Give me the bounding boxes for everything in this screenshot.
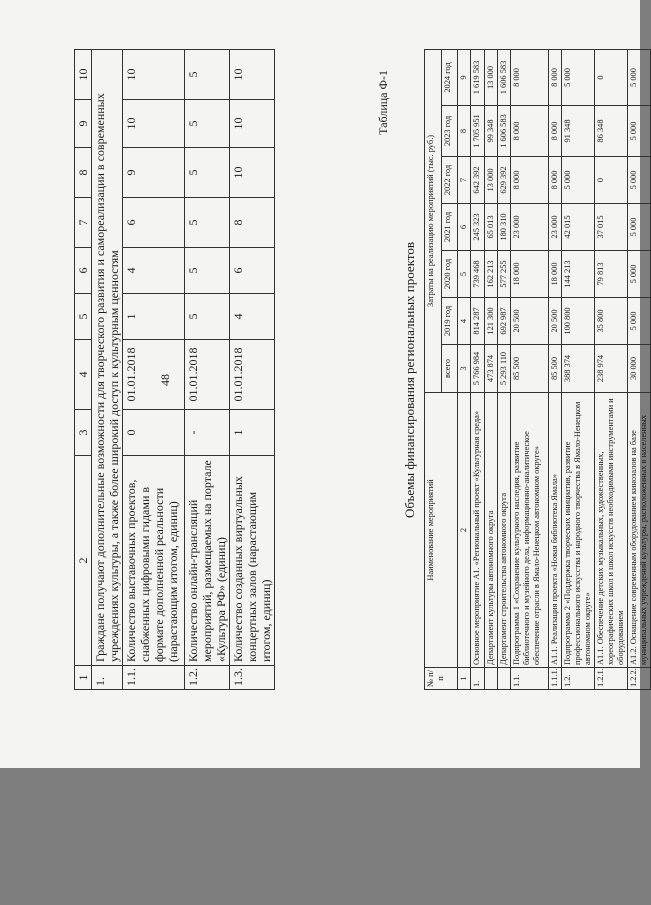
header-cell: 1 (75, 666, 92, 690)
table-row (123, 50, 185, 690)
cell: 4 (123, 248, 185, 294)
header-cell: 7 (75, 198, 92, 248)
value-cell: 100 800 (562, 298, 595, 345)
header-cell: 2 (75, 456, 92, 666)
cell: 5 (185, 100, 230, 148)
section-number: 1. (92, 666, 123, 690)
value-cell: 18 000 (511, 251, 549, 298)
index-cell: 1 (458, 668, 471, 690)
row-number: 1.3. (230, 666, 275, 690)
index-cell: 6 (458, 204, 471, 251)
table-row (471, 49, 485, 689)
rotated-content (76, 40, 648, 720)
value-cell: 20 500 (511, 298, 549, 345)
value-cell: 86 348 (595, 106, 628, 157)
value-cell: 629 392 (498, 157, 511, 204)
value-cell: 5 000 (562, 49, 595, 105)
value-cell: 144 213 (562, 251, 595, 298)
value-cell: 238 974 (595, 345, 628, 393)
cell: 9 (123, 148, 185, 198)
value-cell: 245 323 (471, 204, 485, 251)
table-header-row (425, 49, 442, 689)
index-cell: 7 (458, 157, 471, 204)
value-cell: 1 606 583 (498, 106, 511, 157)
header-cell: 5 (75, 294, 92, 340)
index-cell: 9 (458, 49, 471, 105)
table-row (562, 49, 595, 689)
header-costs: Затраты на реализацию мероприятий (тыс. руб.) (425, 49, 442, 392)
row-name: Количество онлайн-трансляций мероприятий, размещаемых на портале «Культура РФ» (единиц) (185, 456, 230, 666)
cell: 6 (123, 198, 185, 248)
table-row (549, 49, 562, 689)
value-cell: 8 000 (549, 49, 562, 105)
header-cell: 6 (75, 248, 92, 294)
value-cell: 121 300 (485, 298, 498, 345)
value-cell: 5 000 (628, 251, 651, 298)
financing-table (424, 49, 651, 690)
row-name: Количество созданных виртуальных концертных залов (нарастающим итогом, единиц) (230, 456, 275, 666)
table-caption: Таблица Ф-1 (376, 70, 390, 135)
cell: 8 (230, 198, 275, 248)
cell: 10 (230, 148, 275, 198)
table-row (595, 49, 628, 689)
cell: 0 (123, 410, 185, 456)
cell: 5 (185, 248, 230, 294)
value-cell: 5 000 (628, 157, 651, 204)
cell: - (185, 410, 230, 456)
header-year: 2019 год (441, 298, 458, 345)
cell: 6 (230, 248, 275, 294)
table-index-row (458, 49, 471, 689)
table-row (511, 49, 549, 689)
header-cell: 8 (75, 148, 92, 198)
index-cell: 4 (458, 298, 471, 345)
header-cell: 3 (75, 410, 92, 456)
cell: 1 (123, 294, 185, 340)
value-cell: 1 606 583 (498, 49, 511, 105)
cell: 10 (123, 50, 185, 100)
index-cell: 5 (458, 251, 471, 298)
header-year: 2023 год (441, 106, 458, 157)
row-number (498, 668, 511, 690)
cell: 01.01.2018 (123, 340, 185, 410)
page-number: 48 (158, 374, 172, 386)
value-cell: 162 213 (485, 251, 498, 298)
section-title: Граждане получают дополнительные возможности для творческого развития и самореализации в современных учреждениях культуры, а также более широкий доступ к культурным ценностям (92, 50, 123, 666)
row-number: 1.1.1. (549, 668, 562, 690)
row-name: А1.1. Реализация проекта «Новая библиотека Ямала» (549, 393, 562, 668)
value-cell: 1 619 583 (471, 49, 485, 105)
indicators-table (74, 49, 275, 690)
cell: 10 (230, 50, 275, 100)
table-header-row (75, 50, 92, 690)
table-row (498, 49, 511, 689)
row-name: Департамент культуры автономного округа (485, 393, 498, 668)
value-cell: 5 293 110 (498, 345, 511, 393)
value-cell: 8 000 (511, 49, 549, 105)
cell: 5 (185, 198, 230, 248)
row-number: 1. (471, 668, 485, 690)
table-title: Объемы финансирования региональных проектов (402, 242, 417, 518)
row-number: 1.2. (562, 668, 595, 690)
row-number: 1.2. (185, 666, 230, 690)
table-row (230, 50, 275, 690)
section-row (92, 50, 123, 690)
index-cell: 3 (458, 345, 471, 393)
value-cell: 5 766 984 (471, 345, 485, 393)
table-row (628, 49, 651, 689)
header-cell: 10 (75, 50, 92, 100)
row-number: 1.1. (511, 668, 549, 690)
cell: 10 (230, 100, 275, 148)
header-year: 2024 год (441, 49, 458, 105)
row-name: Департамент строительства автономного округа (498, 393, 511, 668)
value-cell: 5 000 (628, 298, 651, 345)
value-cell: 5 000 (628, 49, 651, 105)
value-cell: 20 500 (549, 298, 562, 345)
value-cell: 473 874 (485, 345, 498, 393)
value-cell: 180 310 (498, 204, 511, 251)
value-cell: 814 287 (471, 298, 485, 345)
table-row (185, 50, 230, 690)
index-cell: 8 (458, 106, 471, 157)
header-name: Наименование мероприятий (425, 393, 458, 668)
value-cell: 5 000 (628, 106, 651, 157)
cell: 5 (185, 294, 230, 340)
row-number: 1.1. (123, 666, 185, 690)
value-cell: 13 000 (485, 49, 498, 105)
header-cell: 9 (75, 100, 92, 148)
row-name: Основное мероприятие А1. «Региональный проект «Культурная среда» (471, 393, 485, 668)
cell: 4 (230, 294, 275, 340)
value-cell: 8 000 (549, 157, 562, 204)
value-cell: 91 348 (562, 106, 595, 157)
header-year: 2022 год (441, 157, 458, 204)
value-cell: 577 255 (498, 251, 511, 298)
header-num: № п/п (425, 668, 458, 690)
row-name: Подпрограмма 1 «Сохранение культурного наследия, развитие библиотечного и музейного дела, информационно-аналитическое обеспечение отрасли в Ямало-Ненецком автономном округе» (511, 393, 549, 668)
value-cell: 42 015 (562, 204, 595, 251)
value-cell: 85 500 (511, 345, 549, 393)
financing-table-body (471, 49, 651, 689)
value-cell: 23 000 (549, 204, 562, 251)
row-number: 1.2.2. (628, 668, 651, 690)
table-row (485, 49, 498, 689)
cell: 01.01.2018 (185, 340, 230, 410)
row-name: Подпрограмма 2 «Поддержка творческих инициатив, развитие профессионального искусства и народного творчества в Ямало-Ненецком автономном округе» (562, 393, 595, 668)
value-cell: 79 813 (595, 251, 628, 298)
cell: 10 (123, 100, 185, 148)
header-year: всего (441, 345, 458, 393)
value-cell: 5 000 (628, 204, 651, 251)
value-cell: 1 705 951 (471, 106, 485, 157)
value-cell: 65 013 (485, 204, 498, 251)
value-cell: 99 348 (485, 106, 498, 157)
value-cell: 23 000 (511, 204, 549, 251)
row-name: Количество выставочных проектов, снабженных цифровыми гидами в формате дополненной реальности (нарастающим итогом, единиц) (123, 456, 185, 666)
value-cell: 739 468 (471, 251, 485, 298)
index-cell: 2 (458, 393, 471, 668)
header-year: 2020 год (441, 251, 458, 298)
value-cell: 8 000 (549, 106, 562, 157)
row-name: А1.1. Обеспечение детских музыкальных, художественных, хореографических школ и школ искусств необходимыми инструментами и оборудованием (595, 393, 628, 668)
value-cell: 388 374 (562, 345, 595, 393)
value-cell: 35 800 (595, 298, 628, 345)
value-cell: 0 (595, 157, 628, 204)
value-cell: 18 000 (549, 251, 562, 298)
value-cell: 8 000 (511, 106, 549, 157)
row-number: 1.2.1. (595, 668, 628, 690)
cell: 5 (185, 50, 230, 100)
value-cell: 30 000 (628, 345, 651, 393)
row-number (485, 668, 498, 690)
value-cell: 692 987 (498, 298, 511, 345)
value-cell: 85 500 (549, 345, 562, 393)
header-year: 2021 год (441, 204, 458, 251)
value-cell: 642 392 (471, 157, 485, 204)
header-cell: 4 (75, 340, 92, 410)
row-name: А1.2. Оснащение современным оборудованием кинозалов на базе муниципальных учреждений культуры, расположенных в населенных (628, 393, 651, 668)
value-cell: 13 000 (485, 157, 498, 204)
value-cell: 0 (595, 49, 628, 105)
cell: 1 (230, 410, 275, 456)
cell: 01.01.2018 (230, 340, 275, 410)
value-cell: 5 000 (562, 157, 595, 204)
value-cell: 8 000 (511, 157, 549, 204)
value-cell: 37 015 (595, 204, 628, 251)
cell: 5 (185, 148, 230, 198)
